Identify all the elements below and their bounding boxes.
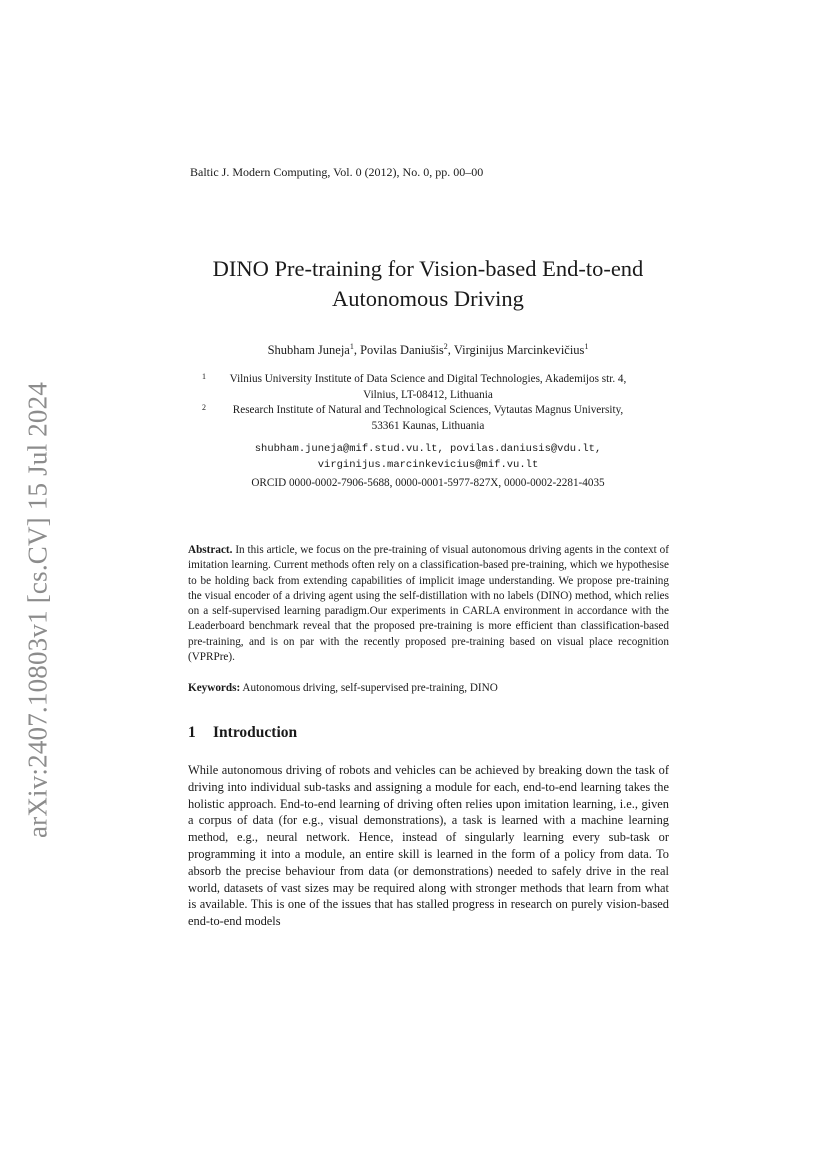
author-emails — [150, 441, 706, 473]
section-number: 1 — [188, 724, 196, 741]
author-affiliation-mark: 2 — [443, 342, 448, 351]
section-heading — [188, 724, 297, 742]
paper-title — [100, 254, 756, 314]
affiliation-entry — [150, 403, 706, 434]
affiliation-number: 1 — [202, 372, 206, 381]
keywords-label: Keywords: — [188, 682, 241, 694]
section-title: Introduction — [213, 724, 298, 741]
email-line: shubham.juneja@mif.stud.vu.lt, povilas.daniusis@vdu.lt, — [254, 443, 602, 455]
keywords-text: Autonomous driving, self-supervised pre-training, DINO — [242, 682, 498, 694]
journal-header: Baltic J. Modern Computing, Vol. 0 (2012), No. 0, pp. 00–00 — [190, 165, 484, 179]
email-line: virginijus.marcinkevicius@mif.vu.lt — [317, 459, 539, 471]
author-list: Shubham Juneja$^1$, Povilas Daniušis$^2$, Virginijus Marcinkevičius$^1$ — [267, 342, 589, 358]
affiliation-line: Vilnius, LT-08412, Lithuania — [363, 388, 493, 401]
affiliation-entry — [150, 372, 706, 403]
title-line-1: DINO Pre-training for Vision-based End-to-end — [212, 256, 644, 281]
affiliations — [150, 372, 706, 434]
keywords — [188, 682, 669, 694]
orcid-line: ORCID 0000-0002-7906-5688, 0000-0001-5977-827X, 0000-0002-2281-4035 — [251, 477, 605, 489]
affiliation-line: Research Institute of Natural and Technological Sciences, Vytautas Magnus University, — [232, 404, 624, 416]
abstract — [188, 543, 669, 665]
abstract-label: Abstract. — [188, 544, 233, 556]
affiliation-number: 2 — [202, 403, 206, 412]
author-affiliation-mark: 1 — [349, 342, 354, 351]
abstract-text: In this article, we focus on the pre-training of visual autonomous driving agents in the context of imitation learning. Current methods often rely on a classification-based pre-training, which we hypothesise to be holding back from extending capabilities of implicit image understanding. We propose pre-training the visual encoder of a driving agent using the self-distillation with no labels (DINO) method, which relies on a self-supervised learning paradigm.Our experiments in CARLA environment in accordance with the Leaderboard benchmark reveal that the proposed pre-training is more efficient than classification-based pre-training, and is on par with the recently proposed pre-training based on visual place recognition (VPRPre). — [188, 544, 669, 664]
author-affiliation-mark: 1 — [584, 342, 589, 351]
affiliation-line: Vilnius University Institute of Data Science and Digital Technologies, Akademijos str. 4, — [229, 373, 627, 385]
affiliation-line: 53361 Kaunas, Lithuania — [371, 419, 485, 432]
title-line-2: Autonomous Driving — [332, 286, 524, 311]
author-name: Povilas Daniušis — [360, 343, 444, 358]
author-name: Shubham Juneja — [267, 343, 350, 358]
arxiv-identifier-stamp: arXiv:2407.10803v1 [cs.CV] 15 Jul 2024 — [22, 381, 53, 839]
introduction-paragraph: While autonomous driving of robots and vehicles can be achieved by breaking down the task of driving into individual sub-tasks and assigning a module for each, end-to-end learning takes the holistic approach. End-to-end learning of driving often relies upon imitation learning, i.e., given a corpus of data (for e.g., visual demonstrations), a task is learned with a machine learning method, e.g., neural network. Hence, instead of singularly learning every sub-task or programming it into a module, an entire skill is learned in the form of a policy from data. To absorb the precise behaviour from data (or demonstrations) needed to safely drive in the real world, datasets of vast sizes may be required along with stronger methods that learn from what is available. This is one of the issues that has stalled progress in research on purely vision-based end-to-end models — [188, 763, 669, 929]
author-name: Virginijus Marcinkevičius — [453, 343, 585, 358]
